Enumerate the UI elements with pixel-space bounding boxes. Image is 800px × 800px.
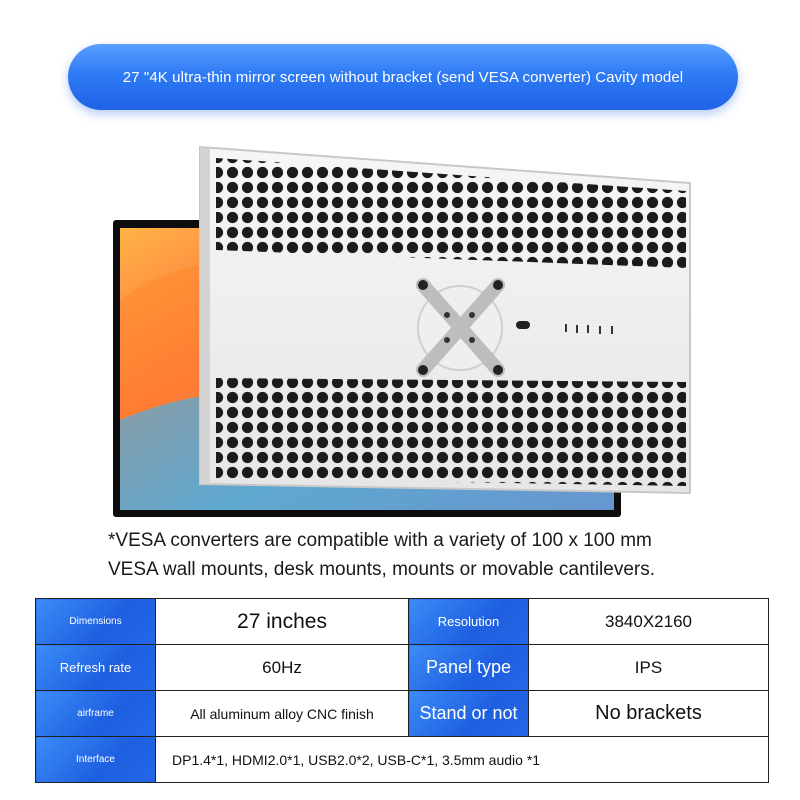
title-banner-text: 27 "4K ultra-thin mirror screen without bracket (send VESA converter) Cavity model: [122, 68, 684, 86]
interface-value: DP1.4*1, HDMI2.0*1, USB2.0*2, USB-C*1, 3.5mm audio *1: [156, 737, 769, 783]
stand-value: No brackets: [529, 691, 769, 737]
note-line-2: VESA wall mounts, desk mounts, mounts or movable cantilevers.: [108, 559, 656, 580]
stand-label: Stand or not: [409, 691, 529, 737]
airframe-value: All aluminum alloy CNC finish: [156, 691, 409, 737]
panel-type-value: IPS: [529, 645, 769, 691]
resolution-label: Resolution: [409, 599, 529, 645]
spec-table: [35, 598, 769, 783]
airframe-label: airframe: [36, 691, 156, 737]
spec-row-interface: [36, 737, 769, 783]
vesa-compatibility-note: [108, 526, 728, 584]
spec-row-dimensions: [36, 599, 769, 645]
refresh-rate-value: 60Hz: [156, 645, 409, 691]
vesa-converter: [418, 280, 503, 375]
spec-row-refresh: [36, 645, 769, 691]
interface-label: Interface: [36, 737, 156, 783]
note-line-1: *VESA converters are compatible with a variety of 100 x 100 mm: [108, 530, 652, 551]
resolution-value: 3840X2160: [529, 599, 769, 645]
spec-row-airframe: [36, 691, 769, 737]
panel-type-label: Panel type: [409, 645, 529, 691]
dimensions-label: Dimensions: [36, 599, 156, 645]
dimensions-value: 27 inches: [156, 599, 409, 645]
refresh-rate-label: Refresh rate: [36, 645, 156, 691]
